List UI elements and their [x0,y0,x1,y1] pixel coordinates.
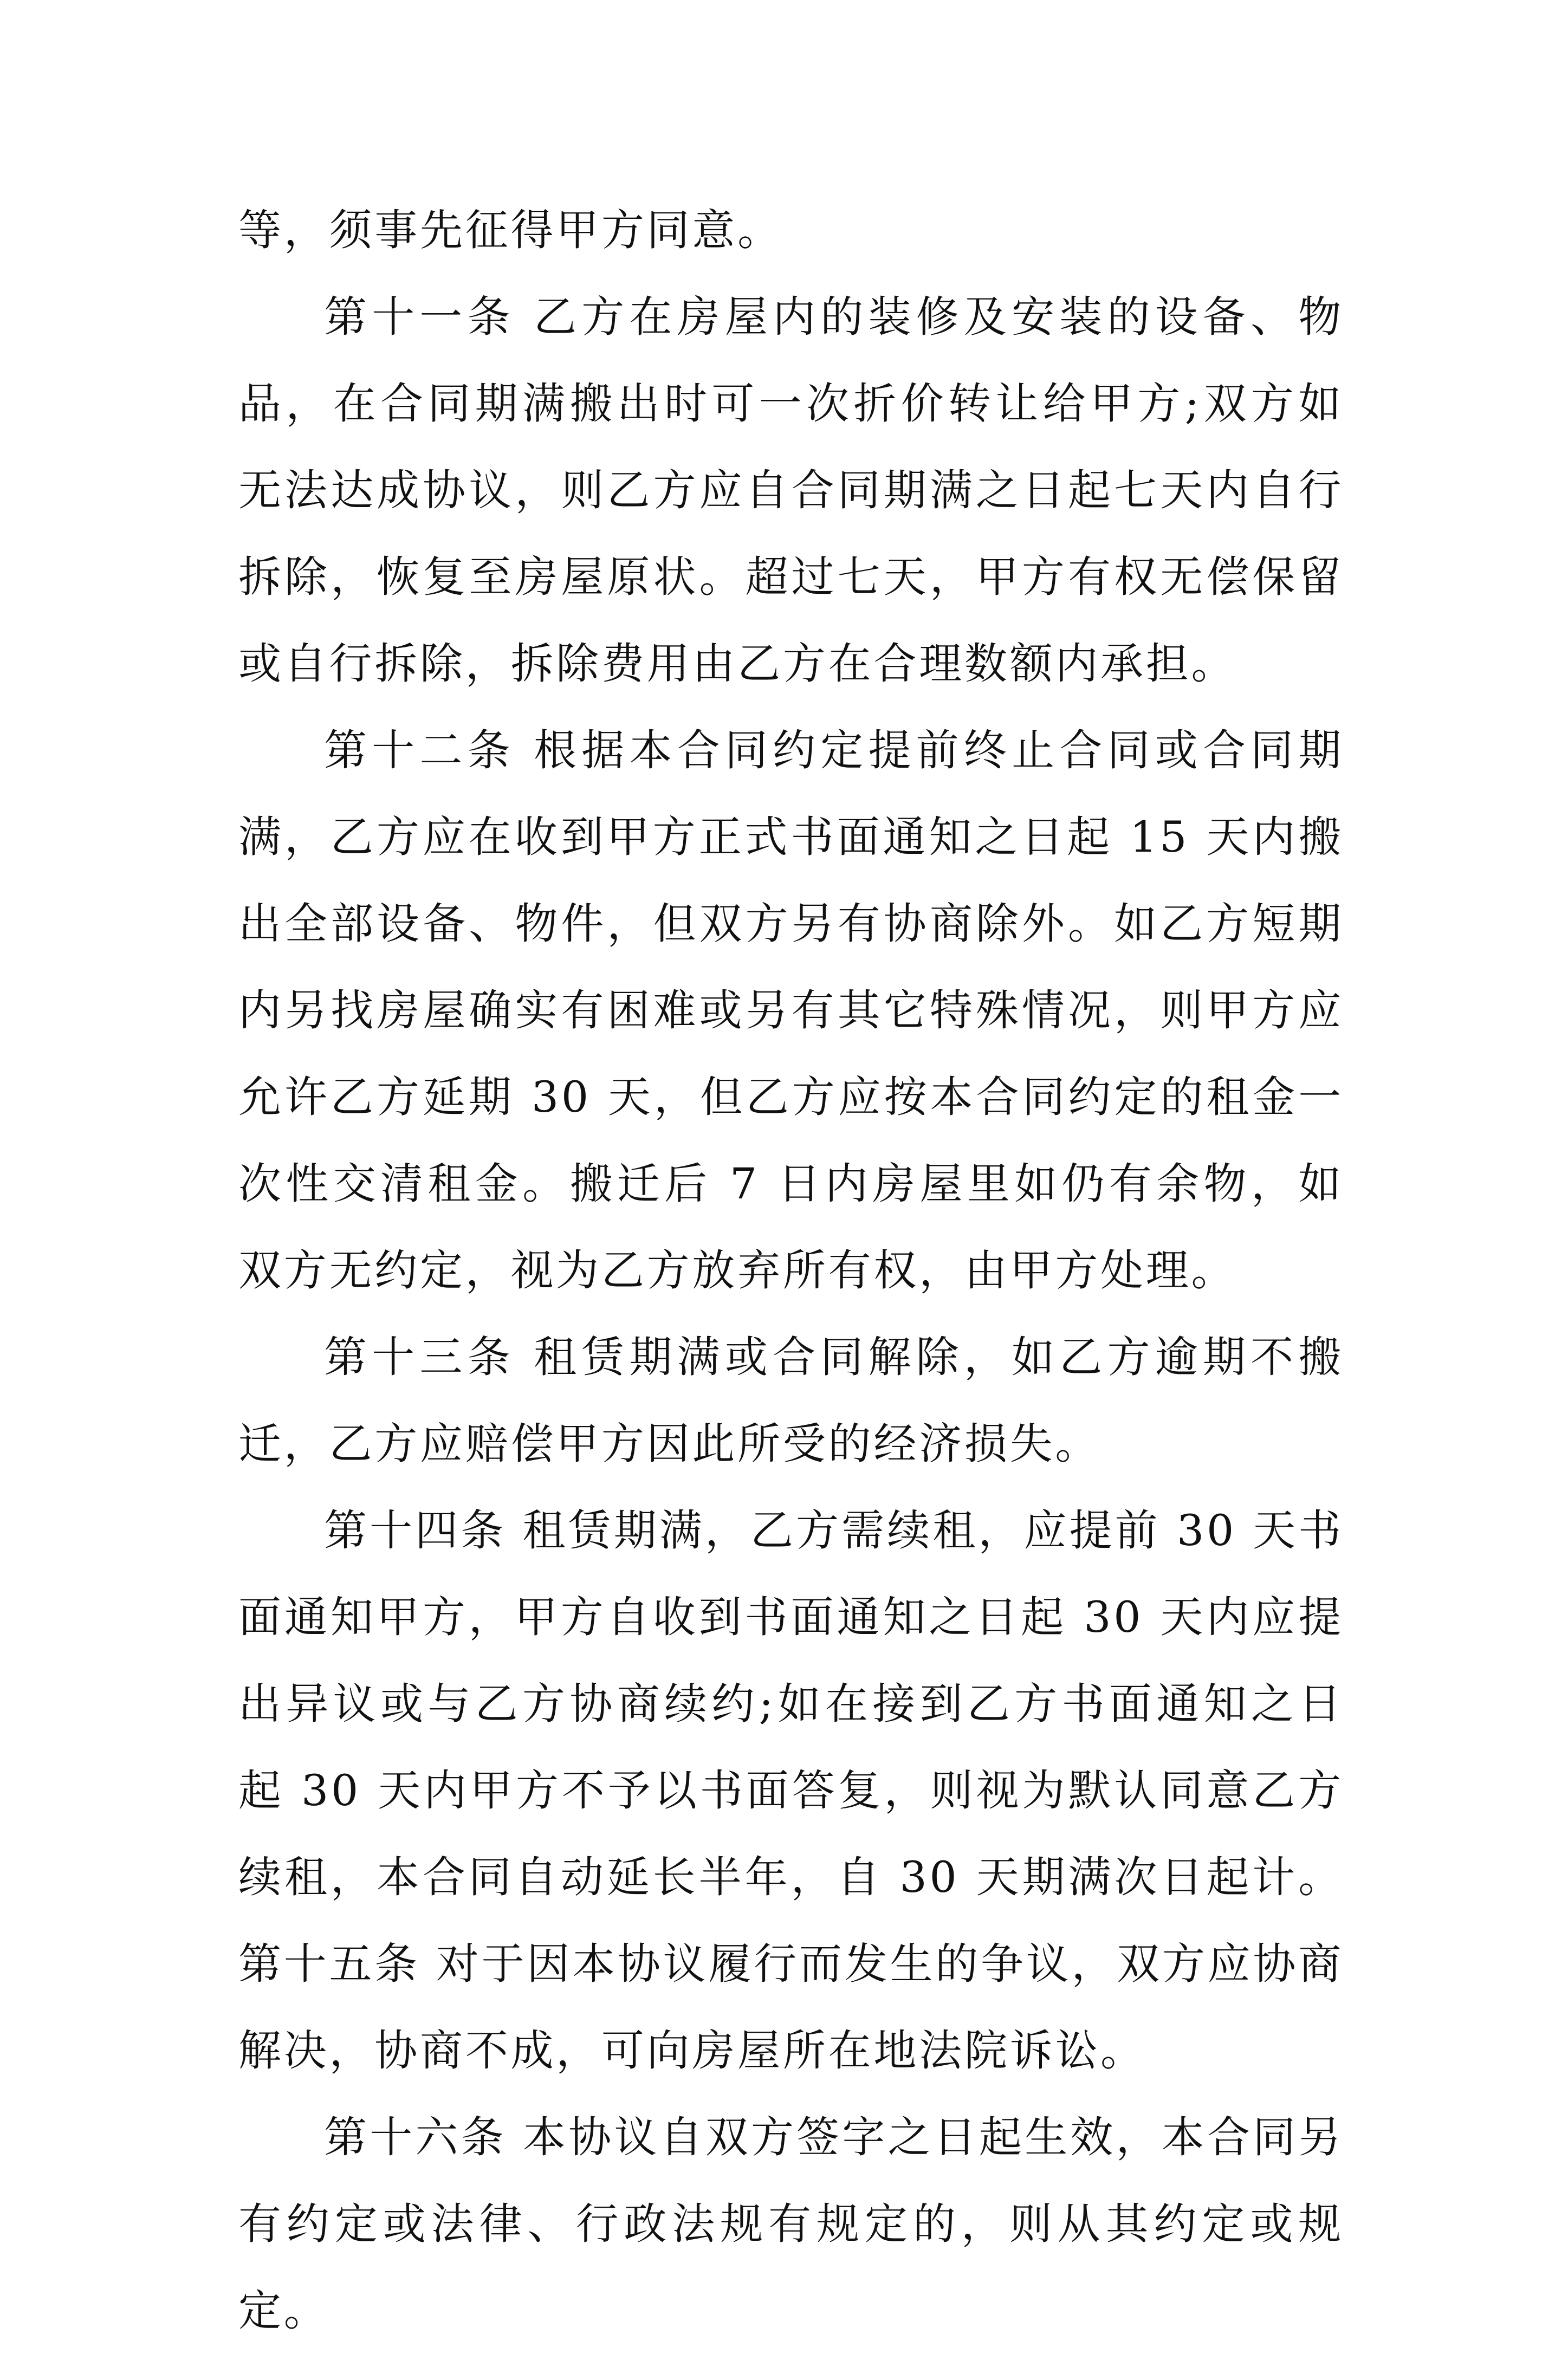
document-body [238,187,1344,2354]
paragraph-continuation: 等，须事先征得甲方同意。 [238,205,783,255]
paragraph-article-14-15: 第十四条 租赁期满，乙方需续租，应提前 30 天书面通知甲方，甲方自收到书面通知之日起 30 天内应提出异议或与乙方协商续约;如在接到乙方书面通知之日起 30 天内甲方不予以书面答复，则视为默认同意乙方续租，本合同自动延长半年，自 30 天期满次日起计。 第十五条 对于因本协议履行而发生的争议，双方应协商解决，协商不成，可向房屋所在地法院诉讼。 [238,1506,1344,2076]
paragraph-article-12: 第十二条 根据本合同约定提前终止合同或合同期满，乙方应在收到甲方正式书面通知之日起 15 天内搬出全部设备、物件，但双方另有协商除外。如乙方短期内另找房屋确实有困难或另有其它特殊情况，则甲方应允许乙方延期 30 天，但乙方应按本合同约定的租金一次性交清租金。搬迁后 7 日内房屋里如仍有余物，如双方无约定，视为乙方放弃所有权，由甲方处理。 [238,725,1344,1295]
paragraph-article-11: 第十一条 乙方在房屋内的装修及安装的设备、物品，在合同期满搬出时可一次折价转让给甲方;双方如无法达成协议，则乙方应自合同期满之日起七天内自行拆除，恢复至房屋原状。超过七天，甲方有权无偿保留或自行拆除，拆除费用由乙方在合理数额内承担。 [238,292,1344,689]
paragraph-article-13: 第十三条 租赁期满或合同解除，如乙方逾期不搬迁，乙方应赔偿甲方因此所受的经济损失。 [238,1332,1344,1469]
paragraph-article-16: 第十六条 本协议自双方签字之日起生效，本合同另有约定或法律、行政法规有规定的，则从其约定或规定。 [238,2112,1344,2336]
